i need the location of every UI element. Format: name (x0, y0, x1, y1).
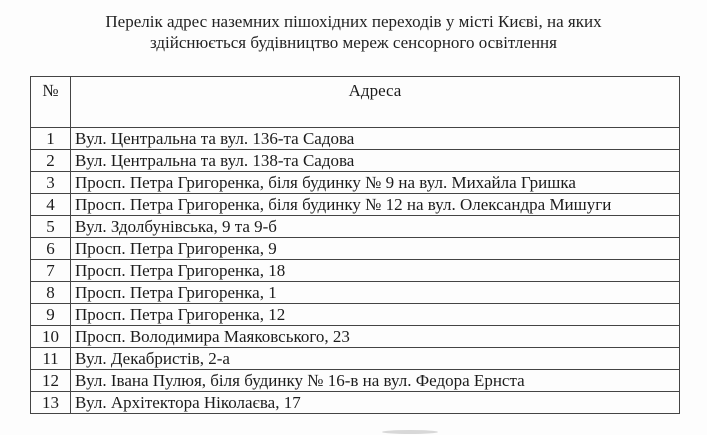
table-row (31, 326, 680, 348)
table-row (31, 172, 680, 194)
row-address: Просп. Петра Григоренка, 18 (71, 260, 680, 282)
table-row (31, 348, 680, 370)
table-row (31, 216, 680, 238)
header-address: Адреса (71, 77, 680, 128)
row-number: 10 (31, 326, 71, 348)
table-row (31, 304, 680, 326)
row-address: Просп. Володимира Маяковського, 23 (71, 326, 680, 348)
row-number: 1 (31, 128, 71, 150)
row-address: Вул. Архітектора Ніколаєва, 17 (71, 392, 680, 414)
row-number: 9 (31, 304, 71, 326)
row-number: 5 (31, 216, 71, 238)
table-header-row (31, 77, 680, 128)
row-number: 4 (31, 194, 71, 216)
row-address: Вул. Центральна та вул. 138-та Садова (71, 150, 680, 172)
table-row (31, 260, 680, 282)
address-table (30, 76, 680, 414)
row-address: Просп. Петра Григоренка, біля будинку № 9 на вул. Михайла Гришка (71, 172, 680, 194)
row-address: Просп. Петра Григоренка, 1 (71, 282, 680, 304)
document-title-line-2: здійснюється будівництво мереж сенсорного освітлення (150, 33, 557, 52)
table-row (31, 150, 680, 172)
row-number: 8 (31, 282, 71, 304)
row-number: 12 (31, 370, 71, 392)
row-address: Просп. Петра Григоренка, біля будинку № 12 на вул. Олександра Мишуги (71, 194, 680, 216)
table-row (31, 392, 680, 414)
row-number: 7 (31, 260, 71, 282)
document-title-line-1: Перелік адрес наземних пішохідних переходів у місті Києві, на яких (105, 12, 602, 31)
row-number: 3 (31, 172, 71, 194)
table-row (31, 282, 680, 304)
row-address: Просп. Петра Григоренка, 12 (71, 304, 680, 326)
table-row (31, 370, 680, 392)
row-number: 2 (31, 150, 71, 172)
row-number: 11 (31, 348, 71, 370)
row-address: Вул. Івана Пулюя, біля будинку № 16-в на вул. Федора Ернста (71, 370, 680, 392)
row-number: 13 (31, 392, 71, 414)
row-number: 6 (31, 238, 71, 260)
row-address: Просп. Петра Григоренка, 9 (71, 238, 680, 260)
table-row (31, 238, 680, 260)
row-address: Вул. Центральна та вул. 136-та Садова (71, 128, 680, 150)
row-address: Вул. Декабристів, 2-а (71, 348, 680, 370)
table-row (31, 194, 680, 216)
row-address: Вул. Здолбунівська, 9 та 9-б (71, 216, 680, 238)
table-row (31, 128, 680, 150)
scan-smudge (382, 430, 438, 434)
header-number: № (31, 77, 71, 128)
